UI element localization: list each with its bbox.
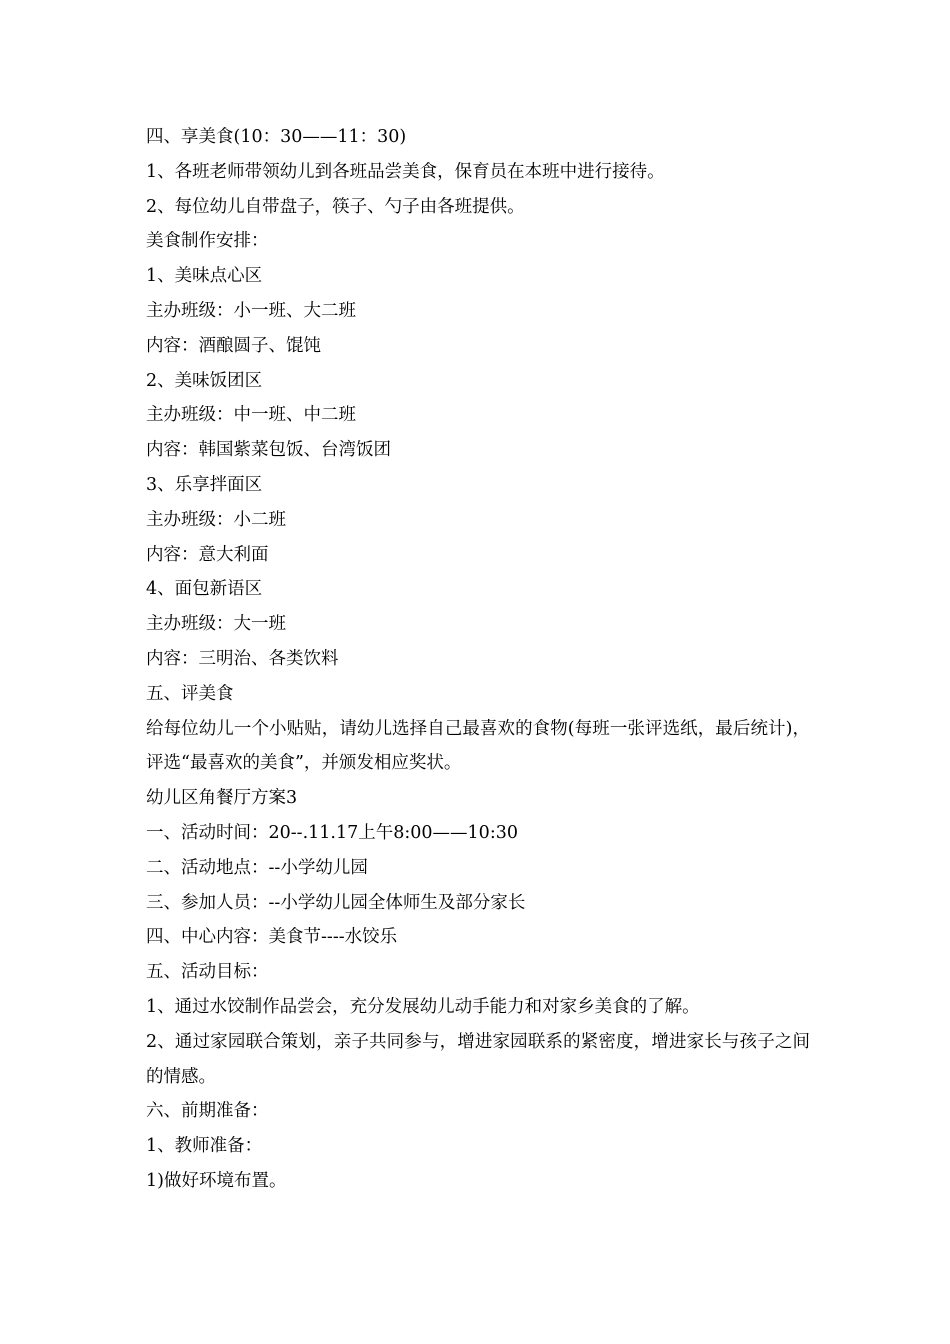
list-item: 3、乐享拌面区 (146, 474, 263, 495)
section-heading: 四、中心内容：美食节----水饺乐 (146, 927, 398, 948)
paragraph: 1、各班老师带领幼儿到各班品尝美食，保育员在本班中进行接待。 (146, 161, 665, 182)
section-heading: 六、前期准备： (146, 1101, 269, 1122)
paragraph: 内容：酒酿圆子、馄饨 (146, 335, 321, 356)
section-heading: 四、享美食(10：30——11：30) (146, 127, 407, 147)
section-heading: 一、活动时间：20--.11.17上午8:00——10:30 (146, 822, 518, 843)
paragraph: 主办班级：小二班 (146, 509, 286, 530)
document-title: 幼儿区角餐厅方案3 (146, 788, 298, 809)
paragraph: 给每位幼儿一个小贴贴，请幼儿选择自己最喜欢的食物(每班一张评选纸，最后统计)，评选“最喜欢的美食”，并颁发相应奖状。 (146, 718, 810, 774)
paragraph: 内容：意大利面 (146, 544, 269, 565)
section-heading: 五、评美食 (146, 683, 234, 704)
list-item: 1、美味点心区 (146, 266, 263, 287)
list-item: 4、面包新语区 (146, 579, 263, 600)
paragraph: 内容：韩国紫菜包饭、台湾饭团 (146, 440, 391, 461)
document-body (146, 120, 810, 1199)
section-heading: 五、活动目标： (146, 962, 269, 983)
section-heading: 三、参加人员：--小学幼儿园全体师生及部分家长 (146, 892, 526, 913)
paragraph: 主办班级：大一班 (146, 614, 286, 635)
list-item: 1、通过水饺制作品尝会，充分发展幼儿动手能力和对家乡美食的了解。 (146, 996, 700, 1017)
list-item: 1、教师准备： (146, 1136, 263, 1157)
paragraph: 主办班级：小一班、大二班 (146, 300, 356, 321)
list-item: 2、通过家园联合策划，亲子共同参与，增进家园联系的紧密度，增进家长与孩子之间的情感。 (146, 1031, 810, 1087)
section-heading: 二、活动地点：--小学幼儿园 (146, 857, 368, 878)
paragraph: 内容：三明治、各类饮料 (146, 648, 339, 669)
list-item: 1)做好环境布置。 (146, 1170, 287, 1191)
paragraph: 主办班级：中一班、中二班 (146, 405, 356, 426)
subheading: 美食制作安排： (146, 231, 269, 252)
paragraph: 2、每位幼儿自带盘子，筷子、勺子由各班提供。 (146, 196, 525, 217)
list-item: 2、美味饭团区 (146, 370, 263, 391)
